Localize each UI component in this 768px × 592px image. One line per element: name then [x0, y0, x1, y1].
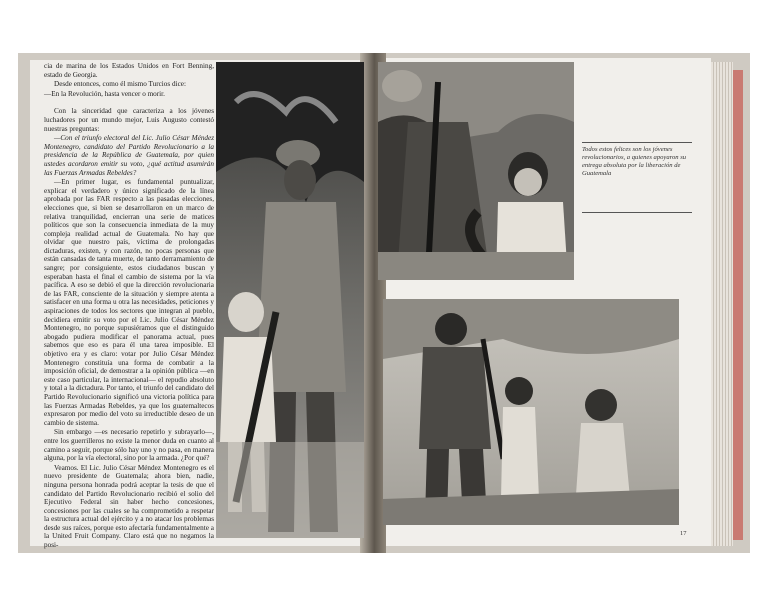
- paragraph: —En la Revolución, hasta vencer o morir.: [44, 89, 165, 98]
- caption-top-rule: [582, 142, 692, 143]
- paragraph: Veamos. El Lic. Julio César Méndez Montenegro es el nuevo presidente de Guatemala; ahora bien, nadie, ninguna persona honrada podrá aceptar la tesis de que el candidato del Partido Revolucionario recibió el solio del Ejecutivo Federal sin haber hecho concesiones, concesiones por las cuales se ha comprometido a respetar la estructura actual del ejército y a no atacar los problemas desde sus raíces, porque esto afectaría fundamentalmente a la United Fruit Company. Claro está que no negamos la posi-: [44, 463, 214, 550]
- paragraph: —En primer lugar, es fundamental puntualizar, explicar el verdadero y único significado de la línea aprobada por las FAR respecto a las pasadas elecciones, elecciones que, si bien se desarrollaron en un marco de relativa tranquilidad, encierran una serie de matices políticos que son la consecuencia inmediata de la muy compleja realidad actual de Guatemala. No hay que olvidar que nuestro país, víctima de prolongadas dictaduras, existen, y con razón, no pocas personas que están cansadas de tanta muerte, de tanto derramamiento de sangre; por consiguiente, estos ciudadanos buscan y esperaban hasta el final el cambio de sistema por la vía pacífica. A eso se debió el que la dirección revolucionaria de las FAR, consciente de la situación y siempre atenta a satisfacer en una forma u otra las necesidades, peticiones y aspiraciones de todos los sectores que integran al pueblo, decidiera emitir su voto por el Lic. Julio César Méndez Montenegro, no porque supusiéramos que el distinguido abogado pudiera modificar el panorama actual, pues sabemos que eso es para él una tarea imposible. El objetivo era y es claro: votar por Julio César Méndez Montenegro constituía una forma de combatir a la imposición oficial, de demostrar a la opinión pública —en este caso particular, la internacional— el repudio absoluto y total a la dictadura. Por tanto, el triunfo del candidato del Partido Revolucionario significó una victoria política para las Fuerzas Armadas Rebeldes, ya que los guatemaltecos expresaron por medio del voto su irreductible deseo de un cambio de sistema.: [44, 178, 214, 427]
- paragraph: Sin embargo —es necesario repetirlo y subrayarlo—, entre los guerrilleros no existe la menor duda en cuanto al camino a seguir, porque sólo hay uno y no pasa, en manera alguna, por la vía electoral, sino por la armada. ¿Por qué?: [44, 428, 214, 463]
- cover-edge: [733, 70, 743, 540]
- question-paragraph: —Con el triunfo electoral del Lic. Julio César Méndez Montenegro, candidato del Partido Revolucionario a la presidencia de la República de Guatemala, por quien ustedes acordaron emitir su voto, ¿qué actitud asumirán las Fuerzas Armadas Rebeldes?: [44, 134, 214, 177]
- paragraph: Desde entonces, como él mismo Turcios dice:: [54, 80, 186, 89]
- guerrilla-with-child-photo: [216, 62, 364, 538]
- article-text-column: [44, 62, 214, 550]
- photo-caption: Todos estos felices son los jóvenes revolucionarios, a quienes apoyaron su entrega absoluta por la liberación de Guatemala: [582, 146, 687, 177]
- guerrilla-family-photo: [383, 299, 679, 525]
- caption-bottom-rule: [582, 212, 692, 213]
- page-number: 17: [680, 530, 687, 537]
- paragraph: Con la sinceridad que caracteriza a los jóvenes luchadores por un mundo mejor, Luis Augusto contestó nuestras preguntas:: [44, 107, 214, 133]
- guerrilla-with-children-photo: [378, 62, 574, 280]
- page-edges: [711, 62, 733, 546]
- paragraph: cia de marina de los Estados Unidos en Fort Benning, estado de Georgia.: [44, 62, 214, 79]
